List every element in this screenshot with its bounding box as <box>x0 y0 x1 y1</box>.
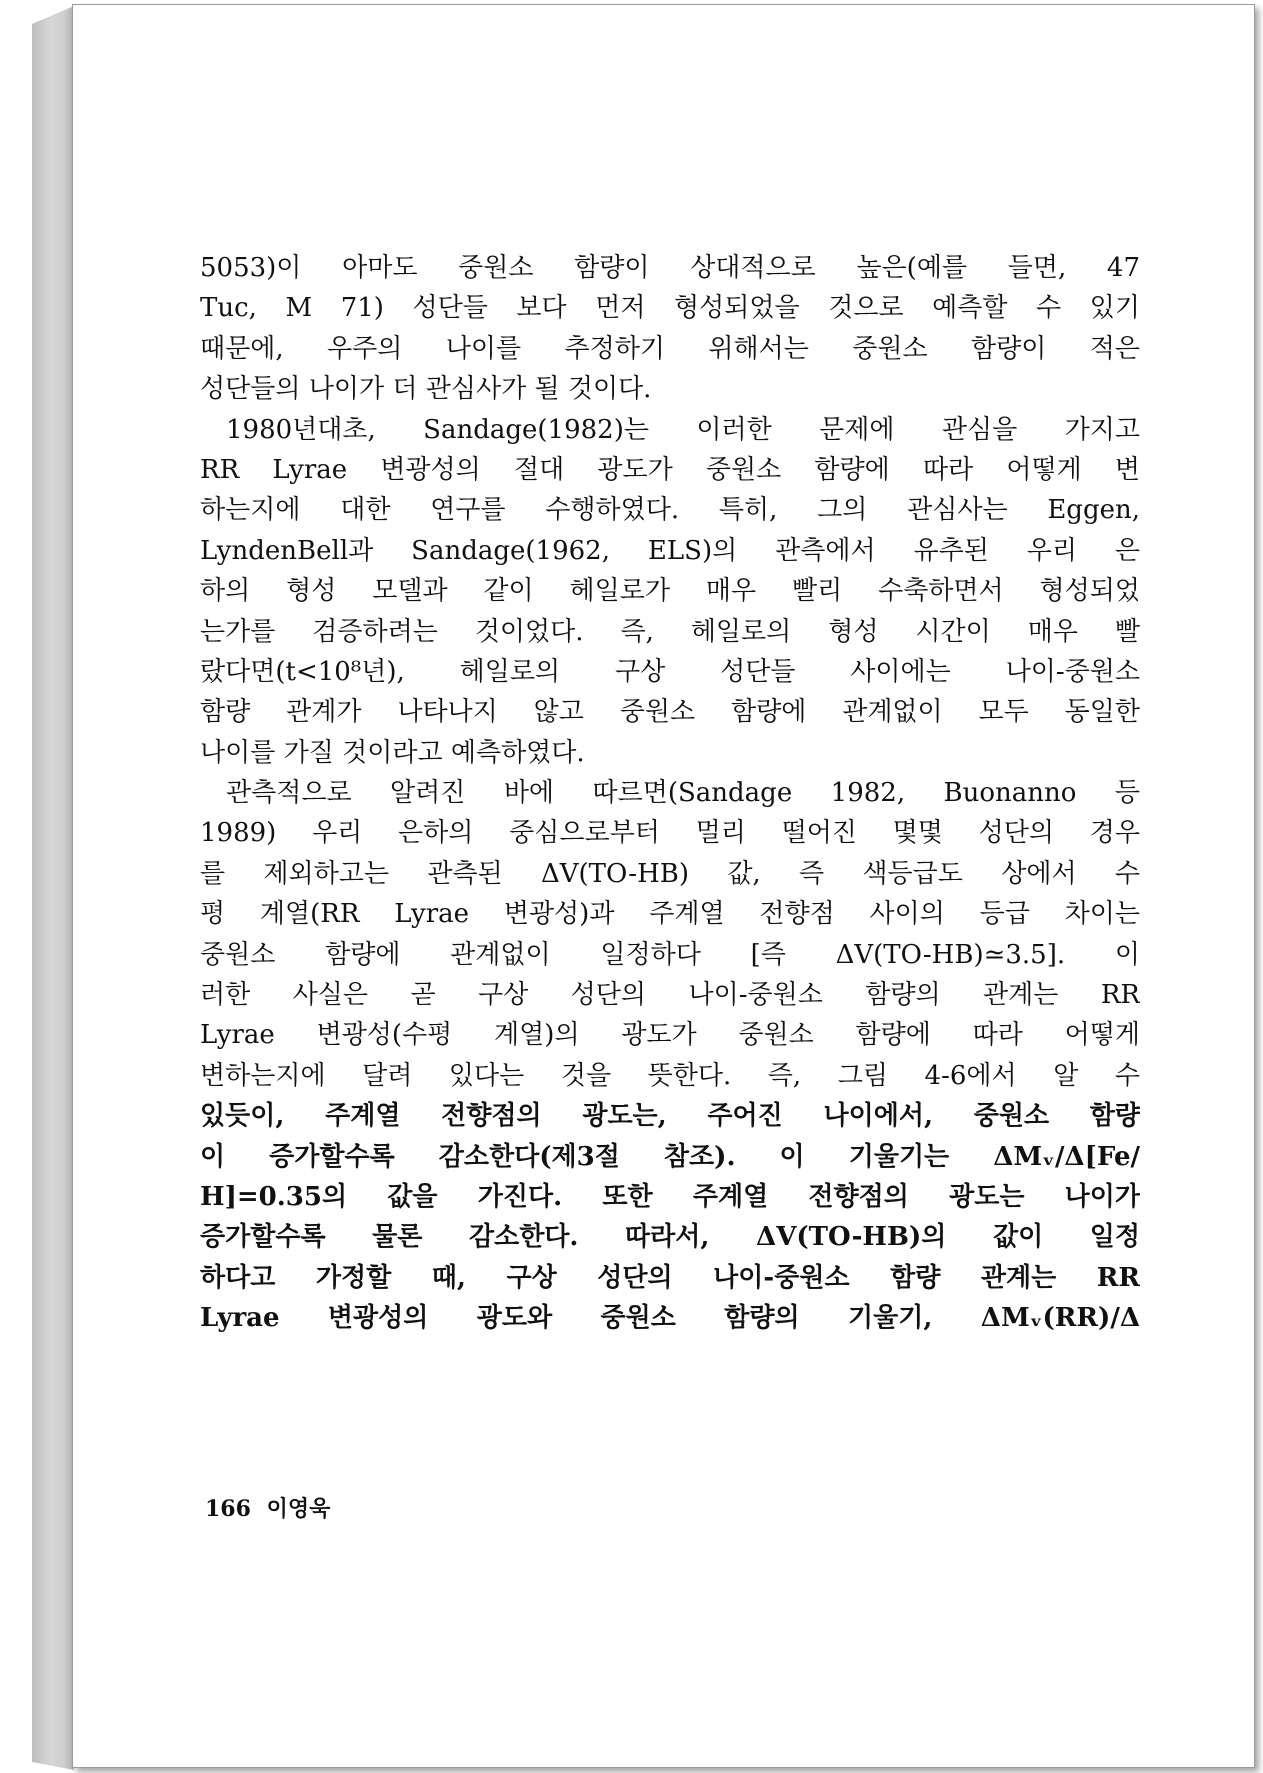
text-line: RR Lyrae 변광성의 절대 광도가 중원소 함량에 따라 어떻게 변 <box>200 454 1140 485</box>
text-line: 때문에, 우주의 나이를 추정하기 위해서는 중원소 함량이 적은 <box>200 333 1140 364</box>
text-line: 성단들의 나이가 더 관심사가 될 것이다. <box>200 374 652 405</box>
text-line: 변하는지에 달려 있다는 것을 뜻한다. 즉, 그림 4-6에서 알 수 <box>200 1060 1140 1091</box>
body-text <box>200 248 1140 1339</box>
text-line: 나이를 가질 것이라고 예측하였다. <box>200 737 585 768</box>
text-line: 관측적으로 알려진 바에 따르면(Sandage 1982, Buonanno 등 <box>226 778 1140 809</box>
text-line: Tuc, M 71) 성단들 보다 먼저 형성되었을 것으로 예측할 수 있기 <box>200 293 1140 324</box>
text-line: 평 계열(RR Lyrae 변광성)과 주계열 전향점 사이의 등급 차이는 <box>200 899 1140 930</box>
text-line: H]=0.35의 값을 가진다. 또한 주계열 전향점의 광도는 나이가 <box>200 1181 1140 1212</box>
text-line: Lyrae 변광성(수평 계열)의 광도가 중원소 함량에 따라 어떻게 <box>200 1020 1140 1051</box>
text-line: 를 제외하고는 관측된 ΔV(TO-HB) 값, 즉 색등급도 상에서 수 <box>200 858 1140 889</box>
text-line: 있듯이, 주계열 전향점의 광도는, 주어진 나이에서, 중원소 함량 <box>200 1101 1140 1132</box>
book-spine <box>32 6 74 1770</box>
text-line: 1980년대초, Sandage(1982)는 이러한 문제에 관심을 가지고 <box>226 414 1140 445</box>
text-line: 하는지에 대한 연구를 수행하였다. 특히, 그의 관심사는 Eggen, <box>200 495 1140 526</box>
text-line: 하다고 가정할 때, 구상 성단의 나이-중원소 함량 관계는 RR <box>200 1262 1140 1293</box>
text-line: 증가할수록 물론 감소한다. 따라서, ΔV(TO-HB)의 값이 일정 <box>200 1222 1140 1253</box>
text-line: 랐다면(t<10⁸년), 헤일로의 구상 성단들 사이에는 나이-중원소 <box>200 656 1140 687</box>
text-line: 중원소 함량에 관계없이 일정하다 [즉 ΔV(TO-HB)≃3.5]. 이 <box>200 939 1140 970</box>
text-line: 하의 형성 모델과 같이 헤일로가 매우 빨리 수축하면서 형성되었 <box>200 576 1140 607</box>
text-line: LyndenBell과 Sandage(1962, ELS)의 관측에서 유추된 우리 은 <box>200 535 1140 566</box>
text-line: 1989) 우리 은하의 중심으로부터 멀리 떨어진 몇몇 성단의 경우 <box>200 818 1140 849</box>
text-line: 함량 관계가 나타나지 않고 중원소 함량에 관계없이 모두 동일한 <box>200 697 1140 728</box>
text-line: 러한 사실은 곧 구상 성단의 나이-중원소 함량의 관계는 RR <box>200 980 1140 1011</box>
author-name: 이영욱 <box>266 1496 331 1522</box>
page-number: 166 <box>205 1496 251 1522</box>
text-line: Lyrae 변광성의 광도와 중원소 함량의 기울기, ΔMᵥ(RR)/Δ <box>200 1303 1140 1334</box>
text-line: 이 증가할수록 감소한다(제3절 참조). 이 기울기는 ΔMᵥ/Δ[Fe/ <box>200 1141 1140 1172</box>
page-footer <box>205 1492 330 1523</box>
text-line: 5053)이 아마도 중원소 함량이 상대적으로 높은(예를 들면, 47 <box>200 253 1140 283</box>
text-line: 는가를 검증하려는 것이었다. 즉, 헤일로의 형성 시간이 매우 빨 <box>200 616 1140 647</box>
